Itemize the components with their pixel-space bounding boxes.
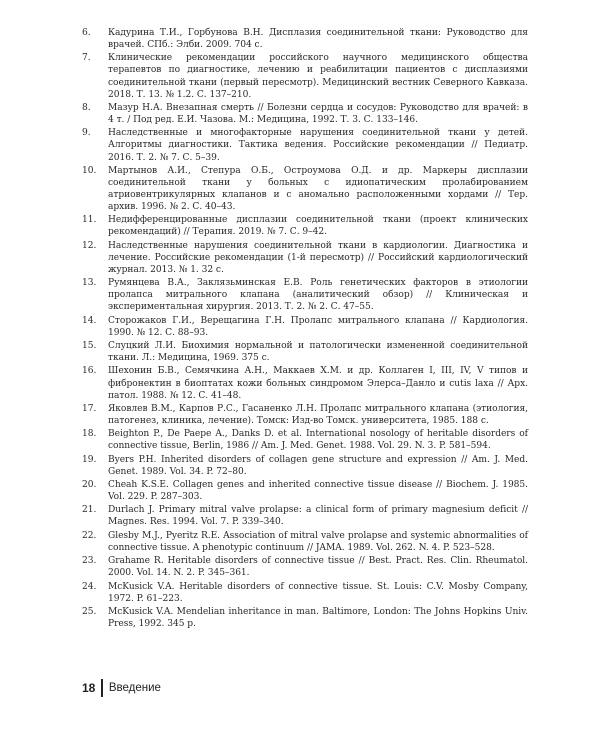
reference-item xyxy=(82,555,528,579)
reference-number: 7. xyxy=(82,53,91,64)
section-title: Введение xyxy=(108,682,161,694)
reference-number: 25. xyxy=(82,606,97,617)
reference-number: 22. xyxy=(82,530,97,541)
reference-text: Byers P.H. Inherited disorders of collagen gene structure and expression // Am. J. Med. Genet. 1989. Vol. 34. P. 72–80. xyxy=(108,454,528,477)
reference-item xyxy=(82,27,528,51)
reference-text: Cheah K.S.E. Collagen genes and inherited connective tissue disease // Biochem. J. 1985. Vol. 229. P. 287–303. xyxy=(108,480,528,503)
reference-text: Мазур Н.А. Внезапная смерть // Болезни сердца и сосудов: Руководство для врачей: в 4 т. / Под ред. Е.И. Чазова. М.: Медицина, 1992. Т. 3. С. 133–146. xyxy=(108,102,528,126)
reference-text: Durlach J. Primary mitral valve prolapse: a clinical form of primary magnesium deficit // Magnes. Res. 1994. Vol. 7. P. 339–340. xyxy=(108,505,528,528)
reference-text: Румянцева В.А., Заклязьминская Е.В. Роль генетических факторов в этиологии пролапса митрального клапана (аналитический обзор) // Клиническая и экспериментальная хирургия. 2013. Т. 2. № 2. С. 47–55. xyxy=(108,278,528,313)
reference-item xyxy=(82,165,528,213)
reference-number: 8. xyxy=(82,102,91,113)
reference-text: Недифференцированные дисплазии соединительной ткани (проект клинических рекомендаций) // Терапия. 2019. № 7. С. 9–42. xyxy=(108,215,528,238)
reference-item xyxy=(82,340,528,364)
reference-item xyxy=(82,581,528,605)
reference-text: Beighton P., De Paepe A., Danks D. et al. International nosology of heritable disorders of connective tissue, Berlin, 1986 // Am. J. Med. Genet. 1988. Vol. 29. N. 3. P. 581–594. xyxy=(108,429,528,452)
reference-text: Наследственные и многофакторные нарушения соединительной ткани у детей. Алгоритмы диагностики. Тактика ведения. Российские рекомендации // Педиатр. 2016. Т. 2. № 7. С. 5–39. xyxy=(108,128,528,163)
reference-item xyxy=(82,240,528,276)
reference-item xyxy=(82,365,528,401)
reference-text: McKusick V.A. Heritable disorders of connective tissue. St. Louis: C.V. Mosby Company, 1972. P. 61–223. xyxy=(108,581,528,604)
reference-item xyxy=(82,102,528,126)
page-number: 18 xyxy=(82,681,96,695)
reference-item xyxy=(82,428,528,452)
reference-text: Шехонин Б.В., Семячкина А.Н., Маккаев Х.М. и др. Коллаген I, III, IV, V типов и фибронектин в биоптатах кожи больных синдромом Элерса–Данло и cutis laxa // Арх. патол. 1988. № 12. С. 41–48. xyxy=(108,366,528,401)
reference-item xyxy=(82,606,528,630)
reference-item xyxy=(82,403,528,427)
reference-text: Яковлев В.М., Карпов Р.С., Гасаненко Л.Н. Пролапс митрального клапана (этиология, патогенез, клиника, лечение). Томск: Изд-во Томск. университета, 1985. 188 с. xyxy=(108,403,528,426)
reference-text: Мартынов А.И., Степура О.Б., Остроумова О.Д. и др. Маркеры дисплазии соединительной ткани у больных с идиопатическим пролабированием атриовентрикулярных клапанов и с аномально расположенными хордами // Тер. архив. 1996. № 2. С. 40–43. xyxy=(108,165,528,213)
reference-number: 14. xyxy=(82,315,97,326)
reference-number: 9. xyxy=(82,128,91,139)
reference-item xyxy=(82,277,528,313)
reference-number: 24. xyxy=(82,581,97,592)
reference-text: Слуцкий Л.И. Биохимия нормальной и патологически измененной соединительной ткани. Л.: Медицина, 1969. 375 с. xyxy=(108,341,528,364)
reference-number: 12. xyxy=(82,240,97,251)
footer-divider xyxy=(101,679,103,697)
reference-item xyxy=(82,214,528,238)
reference-number: 23. xyxy=(82,556,97,567)
reference-text: Glesby M.J., Pyeritz R.E. Association of mitral valve prolapse and systemic abnormalities of connective tissue. A phenotypic continuum // JAMA. 1989. Vol. 262. N. 4. P. 523–528. xyxy=(108,530,528,553)
reference-item xyxy=(82,315,528,339)
reference-number: 11. xyxy=(82,215,97,226)
reference-list xyxy=(82,27,528,631)
reference-item xyxy=(82,127,528,163)
reference-item xyxy=(82,479,528,503)
reference-number: 13. xyxy=(82,278,97,289)
reference-text: Grahame R. Heritable disorders of connective tissue // Best. Pract. Res. Clin. Rheumatol. 2000. Vol. 14. N. 2. P. 345–361. xyxy=(108,556,528,579)
reference-number: 20. xyxy=(82,480,97,490)
reference-item xyxy=(82,52,528,100)
page-footer xyxy=(82,678,161,698)
reference-number: 16. xyxy=(82,366,97,377)
reference-text: Сторожаков Г.И., Верещагина Г.Н. Пролапс митрального клапана // Кардиология. 1990. № 12. С. 88–93. xyxy=(108,315,528,338)
reference-number: 17. xyxy=(82,403,97,414)
reference-number: 10. xyxy=(82,165,97,176)
reference-number: 19. xyxy=(82,454,97,465)
reference-number: 18. xyxy=(82,429,97,440)
reference-text: Наследственные нарушения соединительной ткани в кардиологии. Диагностика и лечение. Российские рекомендации (1-й пересмотр) // Российский кардиологический журнал. 2013. № 1. 32 с. xyxy=(108,240,528,275)
reference-number: 6. xyxy=(82,28,91,38)
reference-number: 15. xyxy=(82,341,97,352)
reference-text: Клинические рекомендации российского научного медицинского общества терапевтов по диагностике, лечению и реабилитации пациентов с дисплазиями соединительной ткани (первый пересмотр). Медицинский вестник Северного Кавказа. 2018. Т. 13. № 1.2. С. 137–210. xyxy=(108,53,528,100)
reference-text: Кадурина Т.И., Горбунова В.Н. Дисплазия соединительной ткани: Руководство для врачей. СПб.: Элби. 2009. 704 с. xyxy=(108,28,528,51)
reference-item xyxy=(82,530,528,554)
reference-number: 21. xyxy=(82,505,97,516)
reference-item xyxy=(82,504,528,528)
reference-item xyxy=(82,454,528,478)
reference-text: McKusick V.A. Mendelian inheritance in man. Baltimore, London: The Johns Hopkins Univ. Press, 1992. 345 p. xyxy=(108,606,528,629)
